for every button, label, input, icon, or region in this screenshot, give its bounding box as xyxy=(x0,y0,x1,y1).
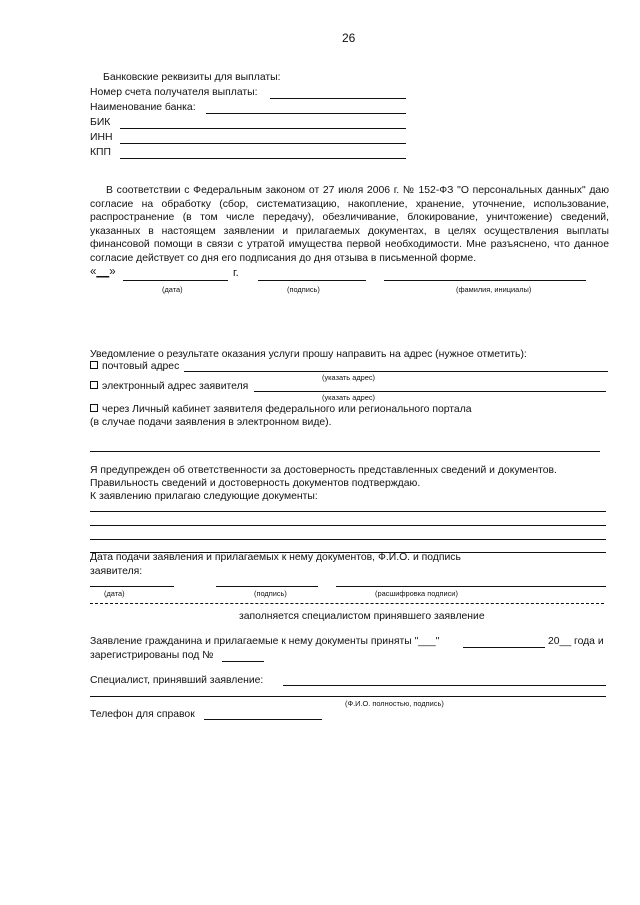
specialist-heading: заполняется специалистом принявшего заявление xyxy=(239,611,485,622)
consent-text: В соответствии с Федеральным законом от 27 июля 2006 г. № 152-ФЗ "О персональных данных" даю согласие на обработку (сбор, систематизацию, накопление, хранение, уточнение, использование, распространение (в том числе передачу), обезличивание, блокирование, уничтожение) сведений, указанных в настоящем заявлении и прилагаемых документах, в целях осуществления выплаты финансовой помощи в связи с утратой имущества первой необходимости. Мне разъяснено, что данное согласие действует со дня его подписания до дня отзыва в письменной форме. xyxy=(90,185,609,264)
bank-name-field[interactable] xyxy=(206,113,406,114)
cabinet-option xyxy=(90,404,472,415)
kpp-label: КПП xyxy=(90,147,111,158)
date-quote-open: « xyxy=(90,266,97,278)
submission-date-field[interactable] xyxy=(90,586,174,587)
consent-year-suffix: г. xyxy=(233,267,239,279)
postal-address-field[interactable] xyxy=(184,371,608,372)
attachment-line-3[interactable] xyxy=(90,539,606,540)
consent-signature-field[interactable] xyxy=(258,280,366,281)
cabinet-checkbox[interactable] xyxy=(90,404,98,412)
submission-transcript-field[interactable] xyxy=(336,586,606,587)
cabinet-label: через Личный кабинет заявителя федерального или регионального портала xyxy=(102,404,472,415)
account-number-label: Номер счета получателя выплаты: xyxy=(90,87,258,98)
consent-month-field[interactable] xyxy=(123,280,228,281)
submission-signature-field[interactable] xyxy=(216,586,318,587)
registration-number-field[interactable] xyxy=(222,661,264,662)
phone-label: Телефон для справок xyxy=(90,709,195,720)
email-caption: (указать адрес) xyxy=(322,393,376,402)
notification-extra-field[interactable] xyxy=(90,451,600,452)
submission-signature-caption: (подпись) xyxy=(254,589,287,598)
consent-paragraph xyxy=(90,184,609,266)
consent-signature-caption: (подпись) xyxy=(287,285,320,294)
specialist-label: Специалист, принявший заявление: xyxy=(90,675,264,686)
email-label: электронный адрес заявителя xyxy=(102,381,249,392)
specialist-signature-field[interactable] xyxy=(90,696,606,697)
account-number-field[interactable] xyxy=(270,98,406,99)
accepted-month-field[interactable] xyxy=(463,647,545,648)
bank-name-label: Наименование банка: xyxy=(90,102,196,113)
bik-label: БИК xyxy=(90,117,111,128)
separator-dashed-line xyxy=(90,603,604,604)
consent-date xyxy=(90,266,116,278)
specialist-name-field[interactable] xyxy=(283,685,606,686)
submission-transcript-caption: (расшифровка подписи) xyxy=(375,589,458,598)
notification-heading: Уведомление о результате оказания услуги прошу направить на адрес (нужное отметить): xyxy=(90,349,527,360)
postal-address-option xyxy=(90,361,179,372)
kpp-field[interactable] xyxy=(120,158,406,159)
consent-date-caption: (дата) xyxy=(162,285,183,294)
accepted-text-part1: Заявление гражданина и прилагаемые к нему документы приняты "___" xyxy=(90,636,440,647)
email-address-field[interactable] xyxy=(254,391,606,392)
responsibility-line-1: Я предупрежден об ответственности за достоверность представленных сведений и документов. xyxy=(90,465,557,476)
phone-field[interactable] xyxy=(204,719,322,720)
consent-name-field[interactable] xyxy=(384,280,586,281)
registered-label: зарегистрированы под № xyxy=(90,650,214,661)
date-quote-close: » xyxy=(109,266,116,278)
bank-details-heading: Банковские реквизиты для выплаты: xyxy=(103,72,281,83)
postal-checkbox[interactable] xyxy=(90,361,98,369)
email-checkbox[interactable] xyxy=(90,381,98,389)
submission-date-caption: (дата) xyxy=(104,589,125,598)
consent-name-caption: (фамилия, инициалы) xyxy=(456,285,532,294)
cabinet-note: (в случае подачи заявления в электронном виде). xyxy=(90,417,332,428)
specialist-caption: (Ф.И.О. полностью, подпись) xyxy=(345,699,444,708)
responsibility-line-2: Правильность сведений и достоверность документов подтверждаю. xyxy=(90,478,421,489)
postal-caption: (указать адрес) xyxy=(322,373,376,382)
accepted-text-part2: 20__ года и xyxy=(548,636,604,647)
submission-line-2: заявителя: xyxy=(90,566,143,577)
day-blank: __ xyxy=(96,266,110,278)
attachment-line-2[interactable] xyxy=(90,525,606,526)
attachment-line-1[interactable] xyxy=(90,511,606,512)
attachments-heading: К заявлению прилагаю следующие документы: xyxy=(90,491,318,502)
bik-field[interactable] xyxy=(120,128,406,129)
page-number: 26 xyxy=(342,31,356,45)
submission-line-1: Дата подачи заявления и прилагаемых к нему документов, Ф.И.О. и подпись xyxy=(90,552,461,563)
inn-field[interactable] xyxy=(120,143,406,144)
postal-label: почтовый адрес xyxy=(102,361,180,372)
email-address-option xyxy=(90,381,248,392)
inn-label: ИНН xyxy=(90,132,113,143)
